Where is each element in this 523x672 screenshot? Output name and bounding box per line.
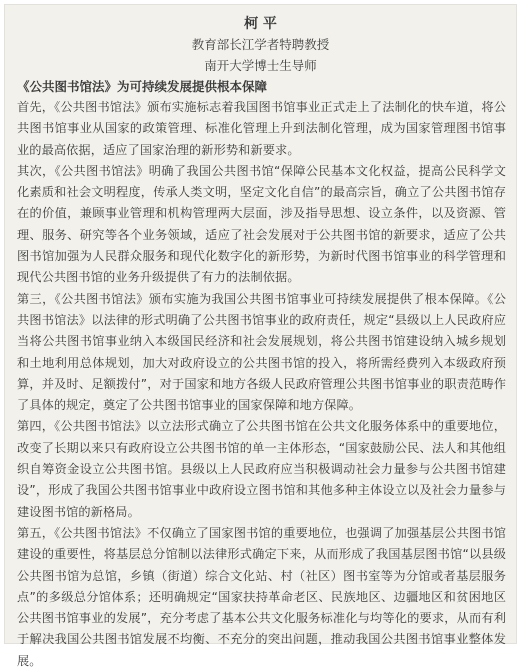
author-name: 柯 平	[244, 16, 277, 32]
author-title-1: 教育部长江学者特聘教授	[191, 37, 330, 52]
article-heading: 《公共图书馆法》为可持续发展提供根本保障	[17, 79, 268, 94]
paragraph-5: 第五，《公共图书馆法》不仅确立了国家图书馆的重要地位，也强调了加强基层公共图书馆建设的重要性，将基层总分馆制以法律形式确定下来，从而形成了我国基层图书馆“以县级公共图书馆为总馆，乡镇（街道）综合文化站、村（社区）图书室等为分馆或者基层服务点”的多级总分馆体系；还明确规定“国家扶持革命老区、民族地区、边疆地区和贫困地区公共图书馆事业的发展”，充分考虑了基本公共文化服务标准化与均等化的要求，从而有利于解决我国公共图书馆发展不均衡、不充分的突出问题，推动我国公共图书馆事业整体发展。	[17, 525, 506, 668]
paragraph-1: 首先，《公共图书馆法》颁布实施标志着我国图书馆事业正式走上了法制化的快车道，将公共图书馆事业从国家的政策管理、标准化管理上升到法制化管理，成为国家管理图书馆事业的最高依据，适应了国家治理的新形势和新要求。	[17, 100, 506, 157]
paragraph-3: 第三，《公共图书馆法》颁布实施为我国公共图书馆事业可持续发展提供了根本保障。《公共图书馆法》以法律的形式明确了公共图书馆事业的政府责任，规定“县级以上人民政府应当将公共图书馆事业纳入本级国民经济和社会发展规划，将公共图书馆建设纳入城乡规划和土地利用总体规划，加大对政府设立的公共图书馆的投入，将所需经费列入本级政府预算，并及时、足额拨付”，对于国家和地方各级人民政府管理公共图书馆事业的职责范畴作了具体的规定，奠定了公共图书馆事业的国家保障和地方保障。	[17, 291, 506, 413]
author-title-2: 南开大学博士生导师	[204, 58, 317, 73]
paragraph-4: 第四，《公共图书馆法》以立法形式确立了公共图书馆在公共文化服务体系中的重要地位，改变了长期以来只有政府设立公共图书馆的单一主体形态，“国家鼓励公民、法人和其他组织自筹资金设立公共图书馆。县级以上人民政府应当积极调动社会力量参与公共图书馆建设”，形成了我国公共图书馆事业中政府设立图书馆和其他多种主体设立以及社会力量参与建设图书馆的新格局。	[17, 419, 506, 519]
paragraph-2: 其次，《公共图书馆法》明确了我国公共图书馆“保障公民基本文化权益，提高公民科学文化素质和社会文明程度，传承人类文明，坚定文化自信”的最高宗旨，确立了公共图书馆存在的价值，兼顾事业管理和机构管理两大层面，涉及指导思想、设立条件，以及资源、管理、服务、研究等各个业务领域，适应了社会发展对于公共图书馆的新要求，适应了公共图书馆加强为人民群众服务和现代化数字化的新形势，为新时代图书馆事业的科学管理和现代公共图书馆的业务升级提供了有力的法制依据。	[17, 163, 506, 285]
article-panel	[4, 4, 517, 668]
